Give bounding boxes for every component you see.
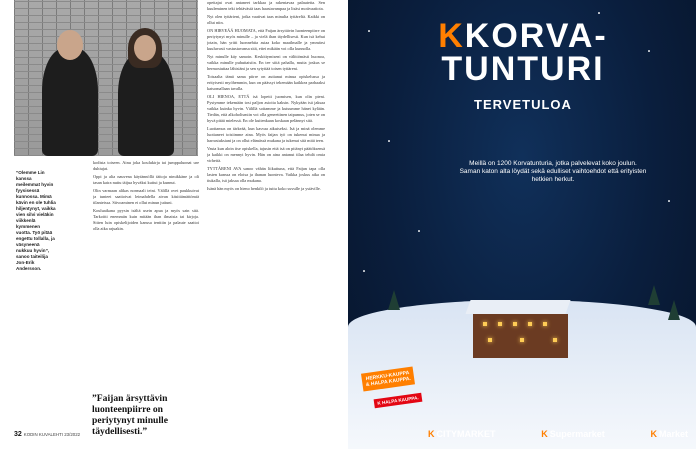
window-light — [483, 322, 487, 326]
paragraph: Nyt minulle käy samoin. Keskittymiseni on välittömästi huonoa, vaikka minulle puhuttaisiin. En tee siitä pahalla, mutta joskus se hermostuttaa lähisiäni ja sen sytyttää toisen tyttäreni. — [207, 54, 325, 71]
window-light — [528, 322, 532, 326]
k-logo-icon: K — [650, 429, 657, 439]
paragraph: Isänä hän myös on hieno henkilö ja tuttu koko suvulle ja ystäville. — [207, 186, 321, 191]
k-logo-letter: K — [438, 17, 465, 55]
star — [648, 50, 650, 52]
herkku-badge: HERKKU-KAUPPA & HALPA KAUPPA. — [361, 366, 415, 391]
paragraph: Vasta kun aloin itse opiskella, tajusin että isä on pitänyt päätöksensä ja kaikki on mennyt hyvin. Hän on aina antanut tilaa tehdä omia virheitä. — [207, 146, 325, 163]
advertisement-page — [348, 0, 696, 449]
logo-market: K Market — [650, 429, 688, 439]
article-column-2 — [207, 0, 325, 449]
house — [473, 314, 568, 358]
window-light — [553, 338, 557, 342]
ad-headline — [408, 17, 638, 88]
logo-supermarket: K Supermarket — [541, 429, 605, 439]
paragraph: Toisaalta tämä sama piirre on auttanut minua opiskelussa ja erityisesti myöhemmin, kun on päässyt tekemään kaikkea parhaaksi katsomallaan tavalla. — [207, 74, 325, 91]
window-light — [513, 322, 517, 326]
window-light — [543, 322, 547, 326]
paragraph: OLI HIENOA, ETTÄ isä lopetti juomisen, kun olin pieni. Pystymme tekemään tosi paljon asioita kaksin. Nykyään isä jaksaa vaikka kuinka hyvin. Välillä soitamme ja kutsumme hänet kylään. Tiedän, että alkoholismiin voi olla geneettinen taipumus, joten se on hyvä pitää mielessä. En ole kuitenkaan koskaan pelännyt sitä. — [207, 94, 325, 123]
star — [418, 230, 420, 232]
article-photo — [14, 0, 198, 156]
ad-welcome: TERVETULOA — [474, 97, 572, 112]
paragraph: Luottamus on tärkeää, kun kasvaa aikuiseksi. Isä ja minä olemme luottaneet toisiimme aina. Myös faijan työ on tukenut minua ja harrastuksiani ja on ollut elämässä mukana ja tukenut sitä mitä teen. — [207, 126, 325, 143]
paragraph: Nyt olen tyttärieni, jotka vaativat taas minulta tyttäreltä. Kaikki on ollut niin. — [207, 14, 325, 25]
photo-caption: ”Olemme Lin kanssa meilemmat hyvin fyysisessä kunnossa. Mimä kävin en ole tuhlia hiljentynyt, vaikka vien silvi vieläkin viikkenlä kymmenen vuotta. Työ pitää engettu tollalla, ja väsyneenä nukkuu hyvin”, sanoo taiteilija Jon-Erik Andersson. — [16, 170, 56, 271]
k-logo-icon: K — [428, 429, 435, 439]
paragraph: ON HIRVEÄÄ HUOMATA, että Faijan ärsyttävin luonteenpiirre on periytynyt myös minulle – ja vielä ihan täydellisesti. Kun isä kehui jotain, hän yritti luonnehtia asiaa koko maailmalle ja ymmärsi kuuluvasti vastustavansa sitä, ettei mikään voi olla kunnolla. — [207, 28, 325, 51]
star — [388, 140, 390, 142]
k-logo-icon: K — [541, 429, 548, 439]
halpa-badge: K HALPA KAUPPA. — [374, 393, 423, 409]
star — [598, 12, 600, 14]
star — [363, 270, 365, 272]
page-footer — [14, 432, 80, 438]
paragraph: Olin varmaan alikas normaali teini. Välillä ovet paukkuivat ja tunteet saattoivat leimahdella aivan käsittämättömiä tilanteissa. Siivoaminen ei ollut minun juttuni. — [93, 188, 199, 205]
paragraph: TYTTÄRENI AVA sanoo vähän liikuttuna, että Faijan tapa olla lasten kanssa on eloisa ja ihanan luonteva. Vaikka joskus aika on tiukalla, isä jaksaa olla mukana. — [207, 166, 325, 183]
star — [368, 30, 370, 32]
tree-icon — [388, 290, 400, 310]
paragraph: Kouluaikana pyysin isältä usein apua ja myös sain sitä. Tarkoitti enemmän kuin mitään ihan ilmaisia tai kirjoja. Sitten luin opiskelijoiden kanssa tenttiin ja palaute saattoi olla aika rajuakin. — [93, 208, 199, 231]
person-right-head — [134, 35, 156, 61]
logo-citymarket: K CITYMARKET — [428, 429, 496, 439]
paragraph: opettajat ovat antaneet tarkkaa ja rakentavaa palautetta. Sen kuuleminen teki tehtävästä taas haastavampaa ja lisäsi motivaatiota. — [207, 0, 325, 11]
person-left-head — [57, 30, 83, 60]
window-light — [488, 338, 492, 342]
ad-blurb: Meillä on 1200 Korvatunturia, jotka palvelevat koko joulun. Saman katon alta löydät sekä edulliset vaihtoehdot että erityisten hetkien herkut. — [459, 160, 647, 183]
paragraph: Oppi ja alia nauvena käytännöllä täitoja nimikkäne ja oli tasan kaira nuttu täijua hyväksi kuttui ja kunnut. — [93, 174, 199, 185]
house-roof — [465, 300, 570, 314]
store-logos — [428, 429, 688, 439]
publication-info: KODIN KUVALEHTI 23/2022 — [23, 432, 81, 437]
page-number: 32 — [14, 431, 22, 438]
headline-line-1: KORVA- — [464, 17, 608, 55]
tree-icon — [648, 285, 660, 305]
star — [668, 200, 670, 202]
paragraph: kodista toiseen. Ainu joka koulukirja tai jumppaluonat ure duhiujat. — [93, 160, 199, 171]
headline-line-2: TUNTURI — [441, 50, 605, 88]
window-light — [498, 322, 502, 326]
person-left-figure — [42, 48, 98, 156]
tree-icon — [668, 300, 680, 320]
article-column-1 — [93, 160, 199, 385]
pull-quote: ”Faijan ärsyttävin luonteenpiirre on periytynyt minulle täydellisesti.” — [92, 393, 168, 437]
window-light — [520, 338, 524, 342]
